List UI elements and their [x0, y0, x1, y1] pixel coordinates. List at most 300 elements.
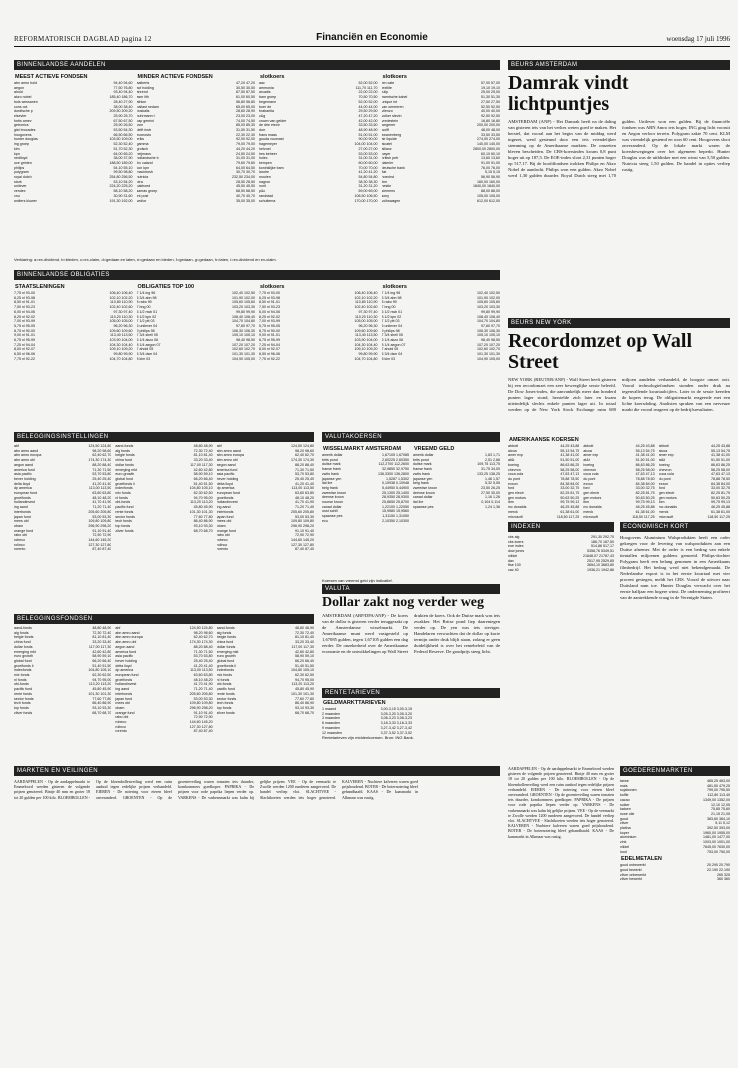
row-values: 58,90 59,10 [92, 654, 112, 659]
row-label: 7 1/4 ing 96 [136, 291, 156, 295]
row-values: 103,90 104,00 [354, 338, 378, 343]
row-values: 31,00 31,00 [358, 156, 378, 161]
row-label: vredestein [381, 118, 399, 123]
row-label: alcatel [381, 142, 392, 147]
row-label: euro growth [115, 472, 135, 477]
row-label: hollandinvest [14, 500, 35, 505]
table [322, 707, 412, 735]
row-values: 104,70 104,80 [354, 356, 378, 361]
column-obligaties-top [137, 282, 256, 428]
row-values: 88,00 88,00 [481, 189, 500, 194]
row-label: air liquide [381, 137, 397, 142]
row-label: 8 rabo 99 [381, 300, 397, 305]
row-label: 9,00 nl 91-01 [14, 333, 35, 338]
row-values: 97,30 97,40 [358, 309, 378, 314]
row-label: 6 unilever 04 [381, 323, 403, 328]
row-label: mix fonds [14, 673, 30, 678]
subhead: WISSELMARKT AMSTERDAM [323, 446, 402, 452]
row-label: ing aand [216, 505, 231, 510]
row-label: microsoft [583, 514, 598, 519]
row-label: 6,75 nl 95-99 [259, 338, 280, 343]
row-label: nagron [259, 179, 271, 184]
row-label: 8 klm 03 [136, 356, 151, 361]
row-label: global fund [216, 658, 235, 663]
row-values: 3,27-3,42 3,27-3,42 [380, 725, 412, 730]
row-values: 41,20 41,40 [294, 481, 314, 486]
row-values: 98,20 98,60 [92, 448, 112, 453]
row-label: grolsch [136, 146, 149, 151]
row-label: cbs alg [508, 535, 520, 539]
row-values: 117,00 117,30 [88, 644, 112, 649]
masthead [14, 32, 730, 47]
row-label: european fund [14, 491, 38, 496]
row-label: chevron [658, 467, 672, 472]
section-bar: MARKTEN EN VEILINGEN [14, 766, 500, 776]
row-label: belgie fonds [115, 453, 135, 458]
row-values: 101,90 102,00 [232, 295, 255, 300]
row-label: european fund [216, 491, 240, 496]
row-label: dow jones [508, 549, 525, 554]
row-values: 48,10 48,20 [294, 495, 314, 500]
row-values: 61,00 60,50 [236, 95, 255, 100]
row-values: 52,30 52,40 [113, 142, 133, 147]
row-label: rorento [115, 729, 127, 734]
table-row [14, 711, 111, 716]
row-values: 19,10 19,10 [481, 85, 500, 90]
row-label: 9 philips 98 [381, 328, 400, 333]
row-values: 90,00 90,00 [358, 137, 378, 142]
row-values: 62,30 62,50 [294, 673, 314, 678]
row-label: groeifonds [14, 495, 31, 500]
row-label: sector fonds [115, 514, 135, 519]
row-label: franse frank [322, 467, 341, 472]
row-label: hollandinvest [115, 682, 137, 687]
row-values: 41,70 41,90 [193, 682, 213, 687]
row-label: aand-fonds [115, 444, 134, 448]
section-bar: VALUTAKOERSEN [322, 432, 500, 442]
row-label: 8 klm 03 [381, 356, 396, 361]
row-values: 51,50 51,00 [560, 458, 580, 463]
row-label: top fonds [115, 523, 131, 528]
row-values: 3,18-3,33 3,18-3,33 [380, 721, 412, 726]
row-values: 44,25 43,88 [560, 444, 580, 448]
row-values: 63,60 63,80 [193, 673, 213, 678]
row-values: 110,20 110,30 [110, 314, 133, 319]
row-label: ital lire [322, 481, 333, 486]
row-label: alcoa [583, 448, 592, 453]
row-values: 40,00 40,00 [481, 109, 500, 114]
row-values: 2517,95 2529,85 [587, 558, 614, 563]
row-label: hagemeyer [259, 142, 277, 147]
section-obligaties [14, 270, 500, 430]
row-values: 33,20 33,40 [294, 640, 314, 645]
row-label: tech fonds [216, 701, 234, 706]
row-values: 144,60 145,20 [189, 720, 213, 725]
row-label: pacific fund [216, 687, 235, 692]
row-label: oce grinten [14, 160, 32, 165]
row-label: akzo nobel [14, 95, 32, 100]
row-label: siemens [381, 189, 395, 194]
row-values: 102,40 102,50 [477, 291, 500, 295]
row-label: 8,50 nl 91-01 [259, 300, 280, 305]
row-values: 117,00 117,30 [190, 462, 213, 467]
row-label: gen motors [658, 495, 677, 500]
row-label: 1 maand [322, 707, 336, 711]
row-label: 6,00 nl 94-06 [14, 309, 35, 314]
row-label: asia pacific [216, 472, 235, 477]
row-values: 28,50 28,50 [236, 179, 255, 184]
row-label: franse frank [413, 467, 432, 472]
row-values: 102,60 102,70 [232, 347, 255, 352]
section-bar: BINNENLANDSE OBLIGATIES [14, 270, 500, 280]
subhead: slotkoers [260, 284, 285, 290]
row-label: indexfonds [216, 668, 235, 673]
row-label: vendex [14, 189, 26, 194]
column-beleggings-c [217, 444, 314, 610]
row-label: coca cola [508, 472, 524, 477]
row-label: hoechst [381, 175, 395, 180]
row-label: belg frank [322, 485, 338, 490]
row-label: aegon aand [14, 462, 33, 467]
row-label: deense kroon [322, 495, 344, 500]
table-row [217, 547, 314, 552]
row-label: ford [583, 486, 590, 491]
row-values: 3,08-3,23 3,08-3,23 [380, 716, 412, 721]
row-label: rabo obl [115, 715, 129, 720]
row-values: 79,60 79,60 [236, 160, 255, 165]
row-label: cons oct [14, 104, 28, 109]
row-label: du pont [658, 476, 671, 481]
row-label: ahold [14, 90, 23, 95]
row-values: 56,80 56,80 [236, 99, 255, 104]
row-values: 104,70 104,80 [477, 319, 500, 324]
row-label: rabo obl [14, 533, 27, 538]
row-values: 16,80 16,80 [481, 118, 500, 123]
row-values: 224,20 225,20 [109, 184, 133, 189]
row-label: 7 3/4 shell 05 [381, 333, 403, 338]
row-label: 8,75 nl 90-00 [259, 328, 280, 333]
row-label: hunter douglas [14, 137, 38, 142]
row-label: zilver bewerkt [620, 877, 642, 882]
table-row [137, 199, 256, 204]
row-values: 296,90 298,20 [291, 523, 314, 528]
row-label: 5,75 nl 95-05 [14, 323, 35, 328]
row-values: 67,50 67,50 [113, 118, 133, 123]
row-label: zink [620, 840, 627, 845]
row-values: 28,9350 28,9300 [382, 495, 409, 500]
section-economisch-kort [620, 522, 730, 762]
row-label: china fund [14, 640, 31, 645]
table [115, 626, 212, 734]
column-meest-actieve [14, 72, 133, 254]
row-values: 82,25 81,75 [710, 491, 730, 496]
row-values: 103,20 103,30 [477, 305, 500, 310]
row-values: 54,10 55,10 [113, 165, 133, 170]
row-values: 2800,00 2800,00 [473, 146, 500, 151]
row-values: 92,00 92,00 [236, 137, 255, 142]
row-label: ford [658, 486, 665, 491]
row-label: bam groep [259, 95, 277, 100]
row-values: 109,10 109,20 [354, 347, 378, 352]
row-label: tnt post [136, 193, 149, 198]
row-values: 86,63 86,25 [635, 462, 655, 467]
rente-note: Rentetarieven zijn middenkoersen. Bron: ING Bank. [322, 735, 414, 741]
row-label: koper [620, 830, 629, 835]
row-values: 105,10 105,10 [232, 333, 255, 338]
row-values: 481,50 479,25 [707, 783, 730, 788]
row-values: 87,40 87,40 [294, 547, 314, 552]
row-values: 31,20 31,20 [358, 184, 378, 189]
row-values: 105,60 105,60 [477, 300, 500, 305]
row-label: daimler [381, 160, 394, 165]
row-values: 78,88 78,50 [560, 476, 580, 481]
row-values: 71,30 71,50 [294, 467, 314, 472]
row-label: japan fund [115, 696, 133, 701]
row-values: 101,90 102,00 [477, 295, 500, 300]
row-label: alg fonds [14, 630, 29, 635]
row-values: 72,30 72,40 [193, 448, 213, 453]
row-label: 6,50 nl 96-06 [259, 352, 280, 357]
row-values: 174,30 174,30 [189, 640, 213, 645]
row-values: 82,25 81,75 [560, 491, 580, 496]
row-label: abn amro europa [14, 453, 42, 458]
table-row [322, 519, 409, 524]
row-values: 124,50 124,80 [291, 444, 314, 448]
row-label: norit [259, 184, 266, 189]
row-label: abf [216, 444, 222, 448]
row-values: 45,50 45,50 [236, 184, 255, 189]
row-label: macintosh [136, 170, 153, 175]
row-label: brabantia [259, 109, 274, 114]
row-values: 109,80 109,80 [291, 519, 314, 524]
row-label: gen electr [508, 491, 524, 496]
row-label: rente fonds [216, 691, 235, 696]
row-label: deutsche bank [381, 165, 405, 170]
row-values: 1,31150 1,31050 [382, 514, 409, 519]
table-row [382, 199, 501, 204]
row-values: 99,80 99,90 [113, 352, 133, 357]
row-values: 0,10938 0,10948 [382, 481, 409, 486]
section-beurs-new-york [508, 318, 730, 518]
row-label: microsoft [658, 514, 674, 519]
row-label: eriks [136, 137, 145, 142]
row-values: 136,3300 136,2800 [378, 471, 409, 476]
row-values: 110,20 110,30 [355, 314, 378, 319]
row-label: abn amro aand [216, 448, 241, 453]
row-label: 7 ahold 05 [136, 347, 154, 352]
row-values: 31,75 34,00 [481, 467, 500, 472]
section-rentetarieven [322, 688, 500, 758]
row-label: obam [14, 523, 23, 528]
row-label: indexfonds [14, 668, 32, 673]
row-label: philips [14, 165, 25, 170]
row-label: dollar fonds [115, 462, 134, 467]
section-bar: BELEGGINGSINSTELLINGEN [14, 432, 314, 442]
row-label: delta lloyd [216, 481, 233, 486]
row-values: 33,20 33,40 [193, 458, 213, 463]
row-values: 48,10 48,20 [193, 677, 213, 682]
row-label: merck [658, 509, 669, 514]
table-row [620, 850, 730, 855]
row-label: platina [620, 826, 631, 831]
row-values: 94,70 95,00 [294, 677, 314, 682]
row-values: 3,00-3,15 3,00-3,15 [380, 707, 412, 711]
row-values: 104,80 105,10 [291, 668, 314, 673]
row-values: 98,20 98,60 [294, 448, 314, 453]
row-values: 41,38 41,00 [710, 453, 730, 458]
row-values: 118,50 117,25 [632, 514, 655, 519]
row-values: 47,20 47,20 [236, 81, 255, 85]
subhead: MINDER ACTIEVE FONDSEN [137, 74, 213, 80]
row-label: rente fonds [115, 509, 134, 514]
row-values: 1,16 1,26 [485, 495, 500, 500]
row-label: ibm [583, 500, 590, 505]
table [620, 863, 730, 882]
row-label: zweedse kroon [322, 490, 347, 495]
row-label: ammonia [259, 85, 274, 90]
row-values: 360 360 [717, 877, 730, 882]
subhead: VREEMD GELD [414, 446, 455, 452]
row-values: 53,00 53,00 [358, 151, 378, 156]
row-label: aegon aand [115, 644, 135, 649]
row-label: tech fonds [14, 701, 31, 706]
row-label: nl fonds [14, 677, 27, 682]
row-label: groeifonds ii [216, 663, 237, 668]
table-row [583, 515, 654, 520]
row-values: 274,00 274,00 [477, 137, 500, 142]
row-label: alcoa [658, 448, 668, 453]
table [137, 81, 256, 203]
row-values: 53,00 53,30 [92, 514, 112, 519]
row-label: begemann [259, 99, 276, 104]
row-values: 58,25 58,00 [635, 467, 655, 472]
row-values: 46,25 45,88 [635, 505, 655, 510]
row-label: zwits frank [413, 471, 430, 476]
row-values: 33,50 33,50 [358, 123, 378, 128]
row-label: 7 3/4 shell 05 [136, 333, 158, 338]
row-label: nikkel [620, 844, 630, 849]
row-values: 71,30 71,50 [193, 649, 213, 654]
row-label: helvoet [259, 146, 271, 151]
row-label: holec [259, 156, 268, 161]
row-values: 113,00 113,50 [291, 486, 314, 491]
row-values: 50,63 50,25 [635, 495, 655, 500]
row-values: 15,9580 15,9560 [382, 509, 409, 514]
row-values: 1481,00 1477,00 [703, 835, 730, 840]
row-label: ecu [322, 518, 328, 523]
row-values: 47,63 47,13 [635, 472, 655, 477]
section-beleggingsfondsen [14, 614, 314, 762]
row-label: emerging mkt [115, 467, 138, 472]
column-wissel [322, 444, 409, 578]
table-row [115, 729, 212, 734]
row-values: 25,1300 25,1400 [382, 490, 409, 495]
row-label: ital lire [413, 500, 424, 505]
row-values: 105,10 105,10 [477, 333, 500, 338]
row-values: 84,38 84,00 [560, 481, 580, 486]
row-values: 106,40 106,40 [109, 291, 133, 295]
row-label: cacao [620, 797, 630, 802]
row-values: 41,70 41,90 [92, 500, 112, 505]
row-label: sector fonds [14, 696, 34, 701]
row-label: 7 bng 00 [136, 305, 151, 310]
row-label: brits pond [322, 457, 338, 462]
row-values: 205,60 205,80 [88, 509, 112, 514]
row-values: 61,38 61,00 [560, 509, 580, 514]
row-values: 51,40 51,50 [294, 663, 314, 668]
masthead-title: Financiën en Economie [316, 32, 428, 43]
row-values: 32,9850 32,9750 [382, 467, 409, 472]
row-values: 51,40 51,50 [193, 481, 213, 486]
row-values: 66,20 66,40 [193, 476, 213, 481]
row-label: hollandinvest [216, 500, 238, 505]
row-label: 6 3/4 abn 98 [381, 295, 402, 300]
valuta-article: AMSTERDAM (ABP/DPA/ANP) - De koers van de dollar is gisteren verder teruggezakt op de Amsterdamse wisselmarkt. De Amerikaanse munt werd vastgesteld op 1,67085 gulden, tegen 1,67105 gulden een dag eerder. De onzekerheid over de Amerikaanse economie en de ontwikkelingen op Wall Street drukten de koers. Ook de Duitse mark was iets zwakker. Het Britse pond liep daarentegen verder op. De yen was iets steviger. Handelaren verwachten dat de dollar op korte termijn onder druk blijft staan, zolang er geen duidelijkheid is over het rentebeleid van de Federal Reserve. De goudprijs steeg licht. [322, 612, 500, 654]
row-values: 62,40 62,70 [294, 453, 314, 458]
row-label: nl fonds [115, 495, 128, 500]
row-values: 70,50 70,50 [358, 95, 378, 100]
row-values: 33,20 33,40 [92, 640, 112, 645]
row-label: bever holding [115, 658, 137, 663]
row-values: 117,00 117,30 [291, 644, 314, 649]
row-values: 44,20 44,20 [236, 146, 255, 151]
row-values: 0,104 0,114 [481, 500, 500, 505]
table [14, 444, 111, 552]
row-label: 6 1/4 akzo 06 [136, 338, 159, 343]
row-values: 1936,21 1942,86 [587, 567, 614, 572]
row-label: asia pacific [14, 472, 32, 477]
row-values: 68,70 68,70 [92, 710, 112, 715]
row-label: ing groep [14, 142, 29, 147]
row-label: china fund [115, 458, 132, 463]
row-label: 7 1/2 ptt 03 [136, 319, 155, 324]
row-label: canad dollar [413, 495, 433, 500]
row-values: 103,50 109,00 [109, 137, 133, 142]
row-values: 93,10 93,30 [92, 705, 112, 710]
row-label: obl-fonds [115, 500, 131, 505]
subhead: slotkoers [260, 74, 285, 80]
row-values: 133,25 138,25 [477, 471, 500, 476]
row-values: 209,50 209,20 [109, 109, 133, 114]
row-values: 174,30 174,30 [88, 458, 112, 463]
row-values: 42,60 42,80 [92, 649, 112, 654]
row-values: 53,00 53,30 [193, 696, 213, 701]
row-label: rolinco [115, 724, 126, 729]
row-values: 72,90 72,90 [92, 533, 112, 538]
row-values: 296,90 298,20 [189, 705, 213, 710]
row-values: 514,86 517,17 [591, 544, 614, 549]
row-label: arcadis [259, 90, 271, 95]
row-label: mc donalds [583, 505, 602, 510]
row-values: 140,00 140,00 [477, 142, 500, 147]
aandelen-note: Verklaring: a=ex-dividend, b=bieden, c=ex-claim, d=gedaan en laten, e=gedaan en bieden, f=gedaan, g=gedaan, h=laten, i=ex-dividend en ex-claim. [14, 257, 277, 262]
row-label: fiat [381, 170, 387, 175]
row-values: 144,60 145,20 [291, 538, 314, 543]
row-values: 45,80 45,90 [294, 687, 314, 692]
row-label: abbott [658, 444, 669, 448]
row-label: koffie [620, 793, 629, 798]
row-values: 44,25 43,88 [635, 444, 655, 448]
row-label: aegon aand [216, 462, 236, 467]
row-values: 79,00 79,00 [236, 142, 255, 147]
row-label: vedior [136, 198, 147, 203]
row-label: mees obl [216, 519, 232, 524]
row-label: randstad [259, 193, 273, 198]
subhead: MEEST ACTIEVE FONDSEN [15, 74, 88, 80]
row-label: obl-fonds [14, 682, 29, 687]
row-values: 93,10 93,30 [193, 523, 213, 528]
row-values: 87,50 87,50 [236, 90, 255, 95]
